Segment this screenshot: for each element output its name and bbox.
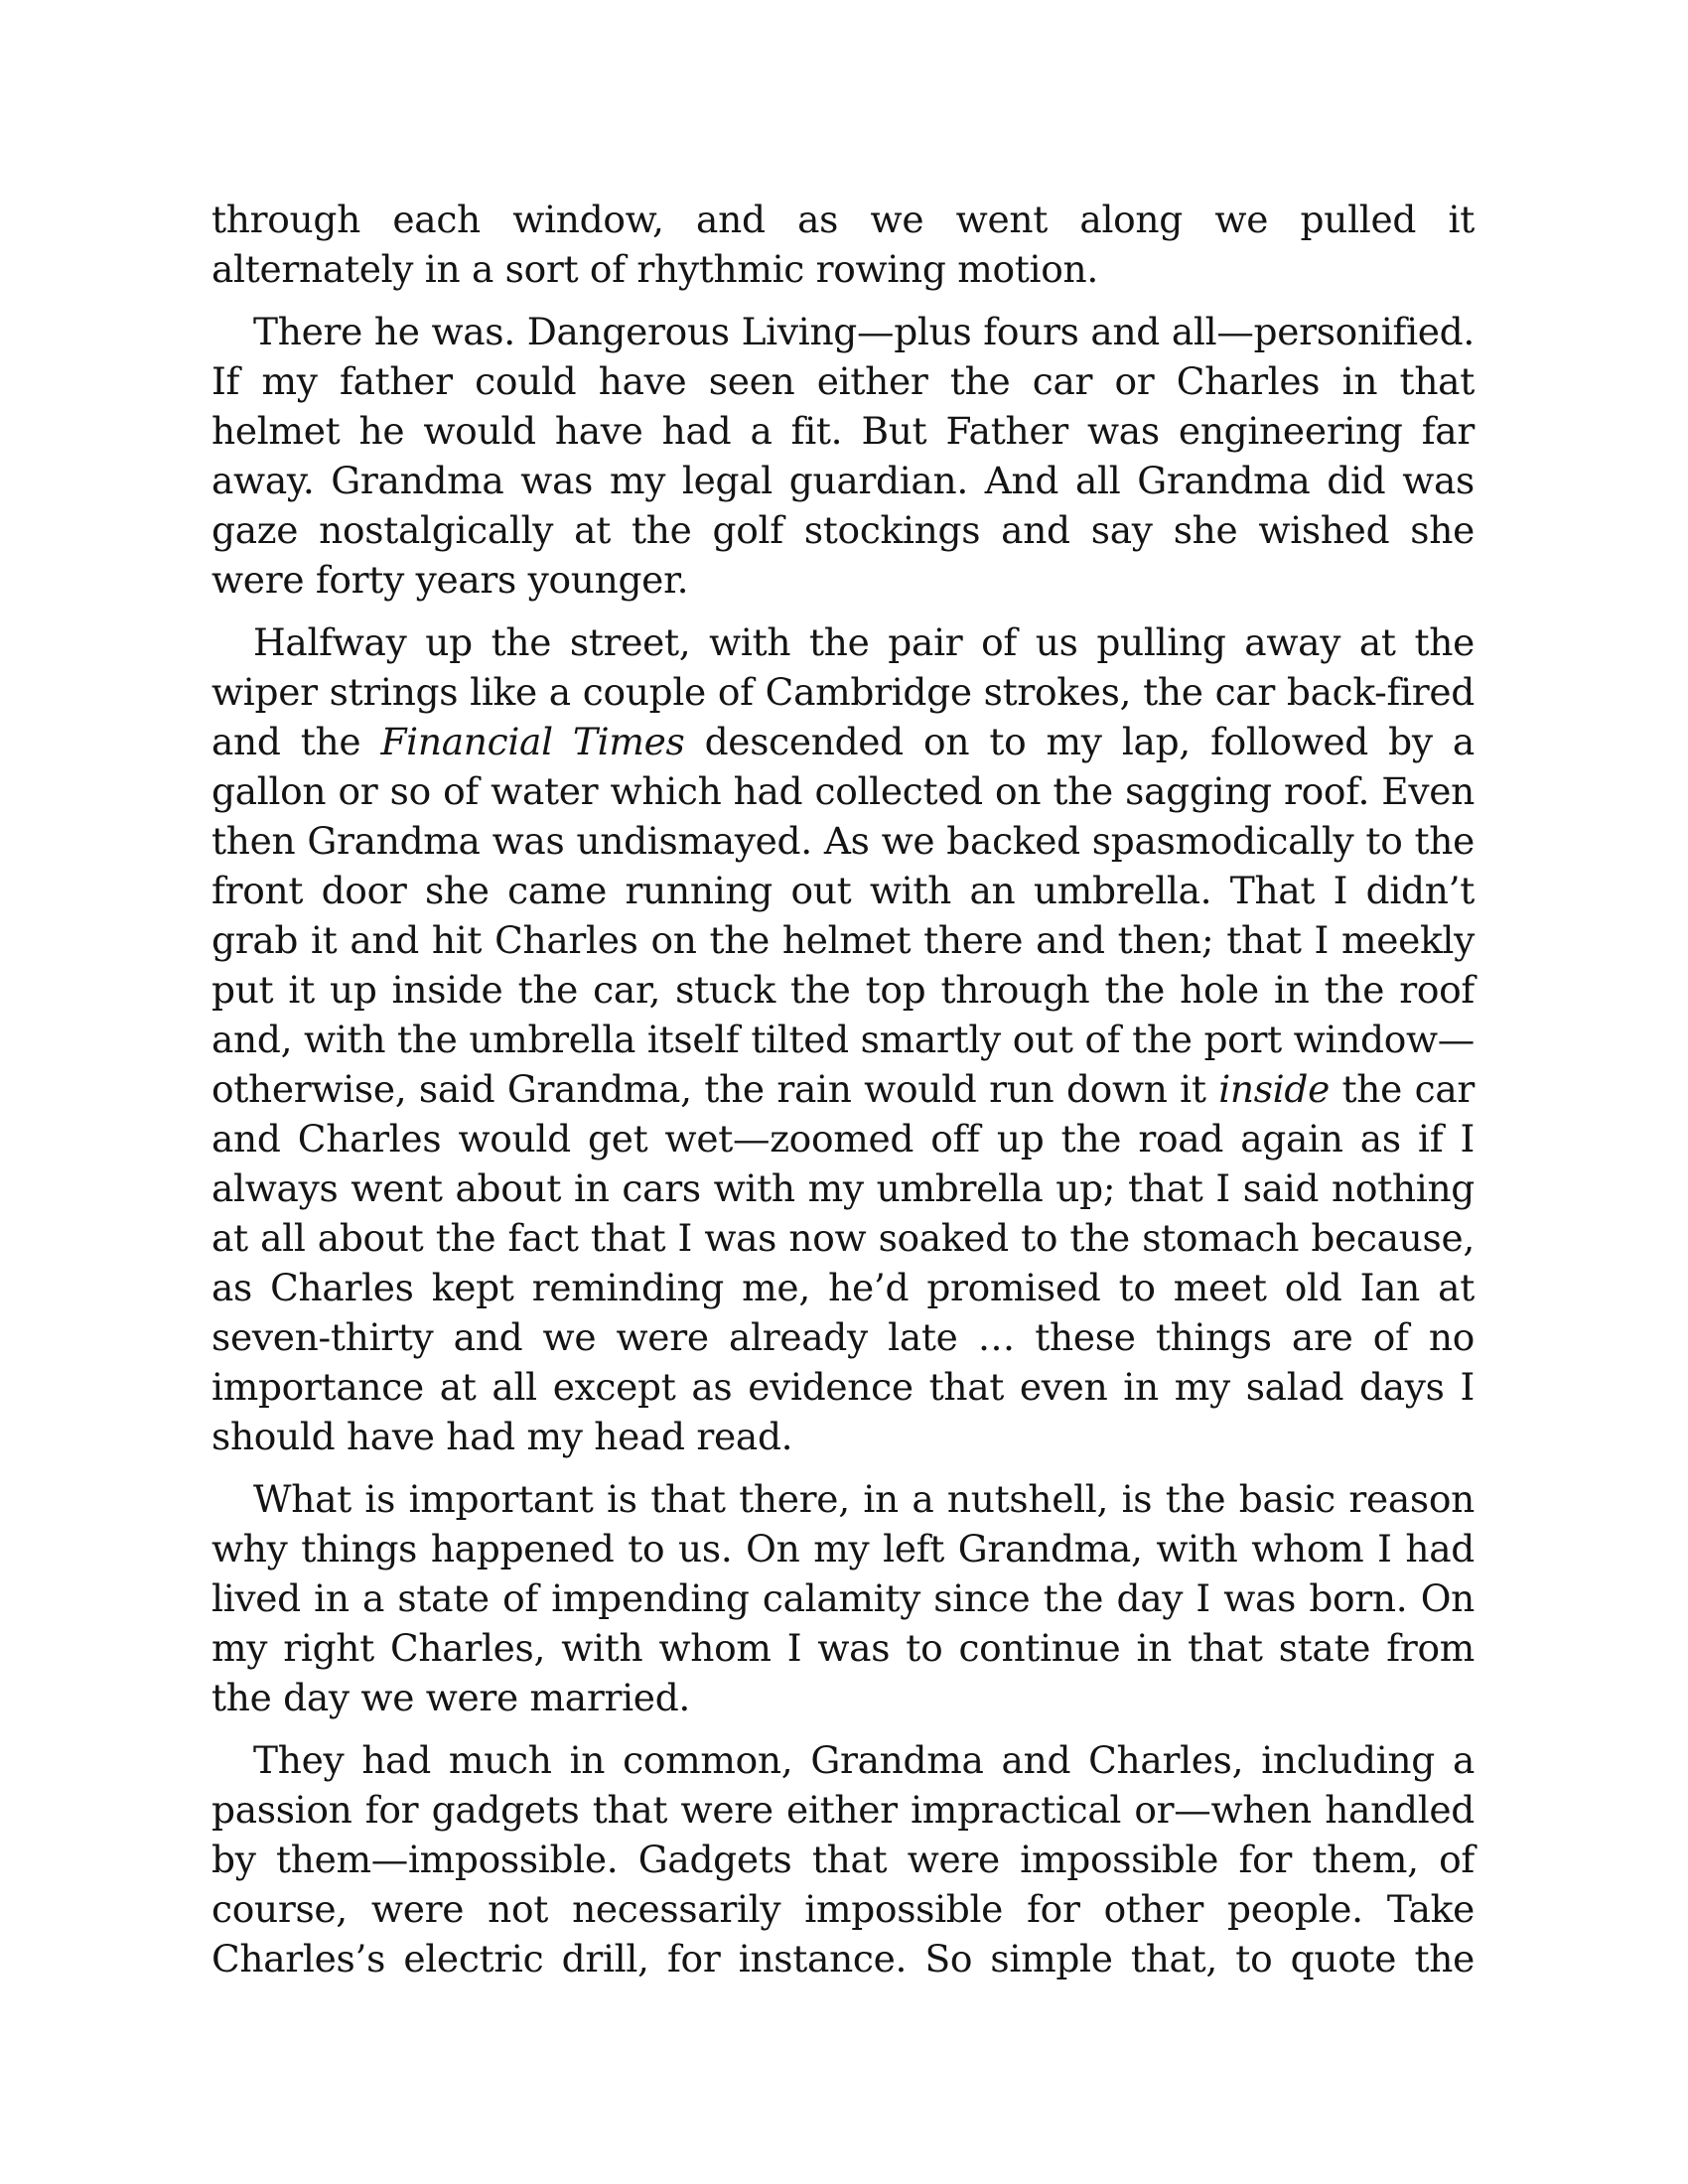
paragraph xyxy=(211,617,1475,1461)
paragraph-text: They had much in common, Grandma and Charles, including a passion for gadgets that were either impractical or—when handled by them—impossible. Gadgets that were impossible for them, of course, were not necessarily impossible for other people. Take Charles’s electric drill, for instance. So simple that, to quote the xyxy=(211,1738,1475,1980)
italic-title-text: Financial Times xyxy=(380,720,685,763)
paragraph xyxy=(211,1735,1475,1983)
paragraph-text: descended on to my lap, followed by a gallon or so of water which had collected on the sagging roof. Even then Grandma was undismayed. As we backed spasmodically to the front door she came running out with an umbrella. That I didn’t grab it and hit Charles on the helmet there and then; that I meekly put it up inside the car, stuck the top through the hole in the roof and, with the umbrella itself tilted smartly out of the port window—otherwise, said Grandma, the rain would run down it xyxy=(211,720,1475,1111)
paragraph xyxy=(211,307,1475,605)
paragraph-text: the car and Charles would get wet—zoomed off up the road again as if I always went about in cars with my umbrella up; that I said nothing at all about the fact that I was now soaked to the stomach because, as Charles kept reminding me, he’d promised to meet old Ian at seven-thirty and we were already late … these things are of no importance at all except as evidence that even in my salad days I should have had my head read. xyxy=(211,1067,1476,1458)
italic-emphasis-text: inside xyxy=(1218,1067,1330,1111)
paragraph-text: There he was. Dangerous Living—plus fours and all—personified. If my father could have seen either the car or Charles in that helmet he would have had a fit. But Father was engineering far away. Grandma was my legal guardian. And all Grandma did was gaze nostalgically at the golf stockings and say she wished she were forty years younger. xyxy=(211,310,1475,602)
paragraph-text: through each window, and as we went along we pulled it alternately in a sort of rhythmic rowing motion. xyxy=(211,198,1475,291)
paragraph-text: Halfway up the street, with the pair of us pulling away at the wiper strings like a couple of Cambridge strokes, the car back-fired and the xyxy=(211,620,1475,763)
paragraph-text: What is important is that there, in a nutshell, is the basic reason why things happened to us. On my left Grandma, with whom I had lived in a state of impending calamity since the day I was born. On my right Charles, with whom I was to continue in that state from the day we were married. xyxy=(211,1477,1475,1719)
paragraph xyxy=(211,195,1475,294)
book-page xyxy=(211,195,1475,1996)
paragraph xyxy=(211,1474,1475,1722)
